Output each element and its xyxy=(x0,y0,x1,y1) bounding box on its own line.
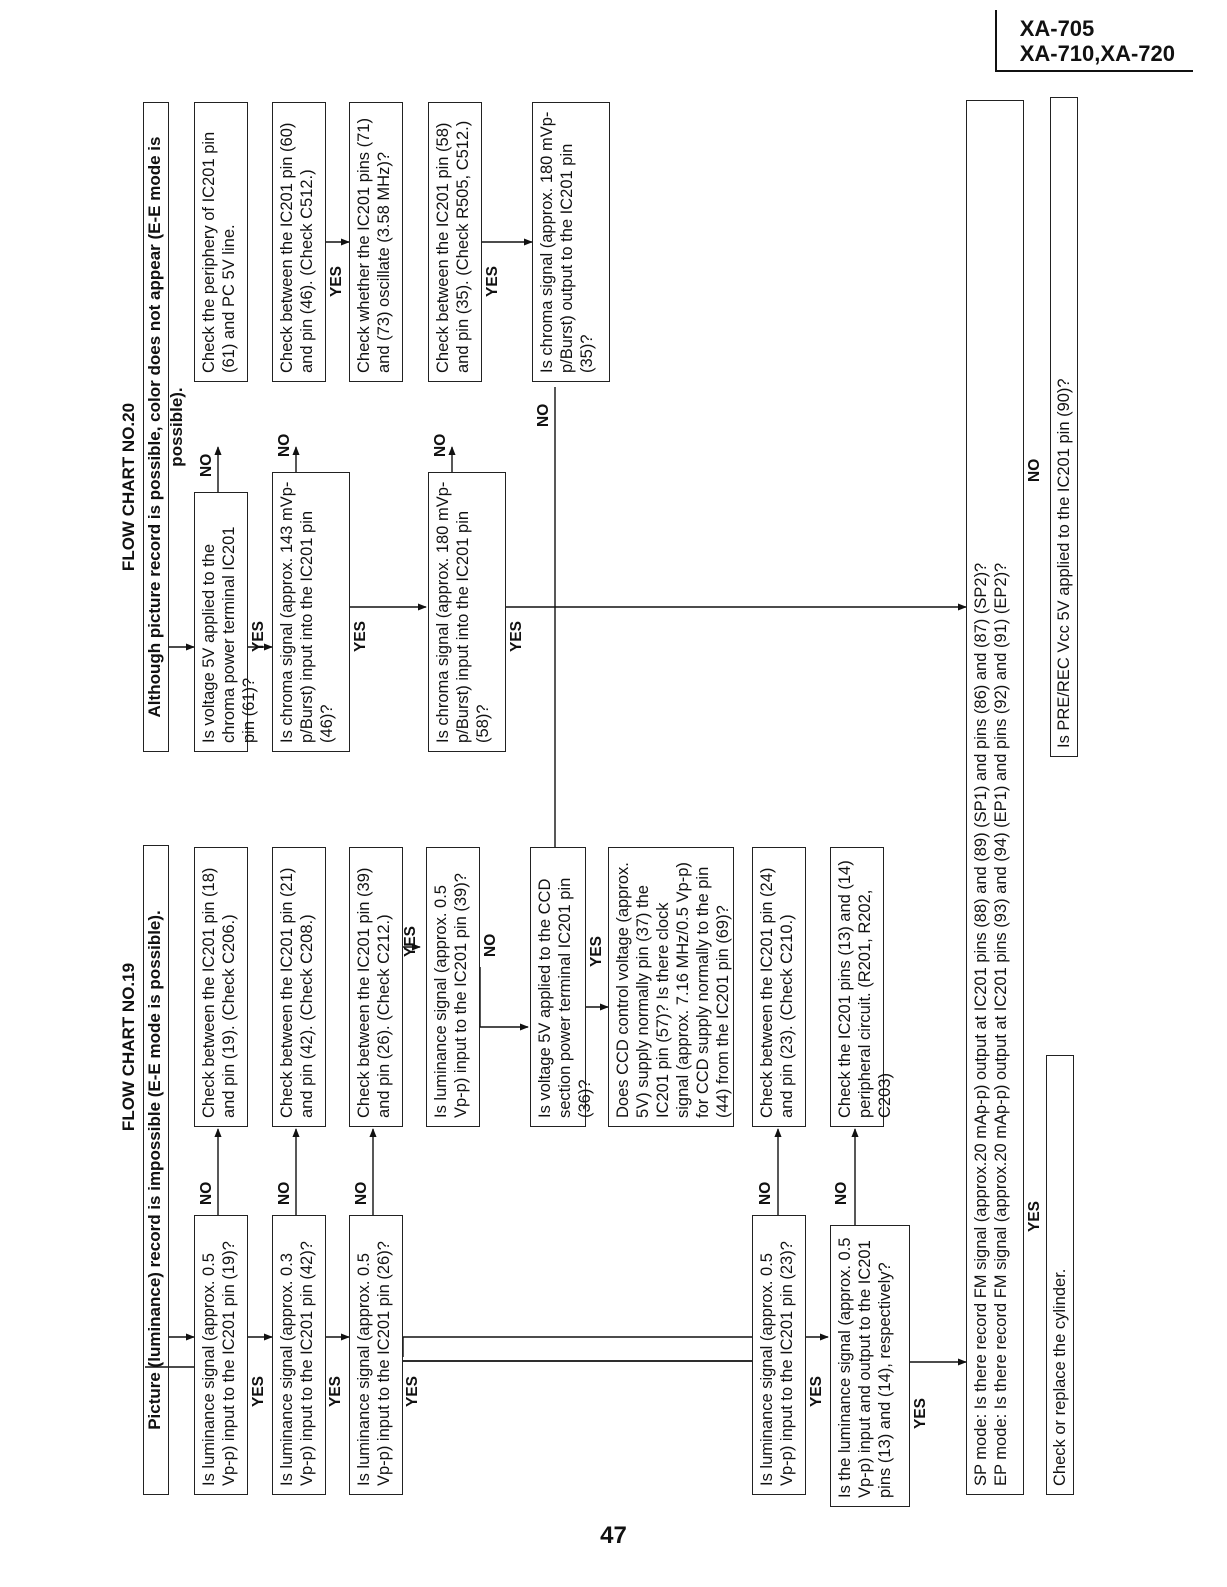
fc20-q3-no-label: NO xyxy=(432,433,449,457)
fc20-q2-yes-label: YES xyxy=(352,620,369,652)
pre-rec-vcc-question: Is PRE/REC Vcc 5V applied to the IC201 pin (90)? xyxy=(1050,97,1078,757)
fc20-q2: Is chroma signal (approx. 143 mVp-p/Burst) input into the IC201 pin (46)? xyxy=(272,472,350,752)
fc19-q1-yes-label: YES xyxy=(250,1375,267,1407)
page-number: 47 xyxy=(600,1522,627,1549)
common-no-label: NO xyxy=(1026,458,1043,482)
common-fm-signal-check xyxy=(966,100,1024,1495)
fc19-q7-yes-label: YES xyxy=(912,1397,929,1429)
fc19-q6-yes-label: YES xyxy=(808,1375,825,1407)
fc20-a3: Check between the IC201 pin (58) and pin (35). (Check R505, C512.) xyxy=(428,102,482,382)
fc20-q2-no-label: NO xyxy=(276,433,293,457)
fc19-q3-yes-label: YES xyxy=(404,1375,421,1407)
fc20-q3-yes-label: YES xyxy=(508,620,525,652)
fc19-q4-no-label: NO xyxy=(482,933,499,957)
fc20-a1: Check the periphery of IC201 pin (61) and PC 5V line. xyxy=(194,102,248,382)
fc20-a2: Check between the IC201 pin (60) and pin (46). (Check C512.) xyxy=(272,102,326,382)
fc19-title: FLOW CHART NO.19 xyxy=(119,962,138,1132)
fc19-q2: Is luminance signal (approx. 0.3 Vp-p) input to the IC201 pin (42)? xyxy=(272,1215,326,1495)
fc19-q3: Is luminance signal (approx. 0.5 Vp-p) input to the IC201 pin (26)? xyxy=(349,1215,403,1495)
fc19-q1-no-label: NO xyxy=(198,1181,215,1205)
fc20-q4-no-label: NO xyxy=(535,403,552,427)
fc20-q3: Is chroma signal (approx. 180 mVp-p/Burst) input into the IC201 pin (58)? xyxy=(428,472,506,752)
common-yes-label: YES xyxy=(1026,1200,1043,1232)
fc19-q2-yes-label: YES xyxy=(327,1375,344,1407)
fc19-q1: Is luminance signal (approx. 0.5 Vp-p) input to the IC201 pin (19)? xyxy=(194,1215,248,1495)
fc19-q4: Is luminance signal (approx. 0.5 Vp-p) input to the IC201 pin (39)? xyxy=(426,847,480,1127)
fc19-a7: Check the IC201 pins (13) and (14) peripheral circuit. (R201, R202, C203) xyxy=(830,847,884,1127)
fc19-q5-yes-label: YES xyxy=(588,935,605,967)
fc20-a2b: Check whether the IC201 pins (71) and (73) oscillate (3.58 MHz)? xyxy=(349,102,403,382)
fc19-a3: Check between the IC201 pin (39) and pin (26). (Check C212.) xyxy=(349,847,403,1127)
fc19-a2: Check between the IC201 pin (21) and pin (42). (Check C208.) xyxy=(272,847,326,1127)
fc20-q1-yes-label: YES xyxy=(250,620,267,652)
fc19-q7-no-label: NO xyxy=(833,1181,850,1205)
fc20-q4: Is chroma signal (approx. 180 mVp-p/Burst) output to the IC201 pin (35)? xyxy=(532,102,610,382)
fc19-q5: Is voltage 5V applied to the CCD section power terminal IC201 pin (36)? xyxy=(530,847,586,1127)
model-line-1: XA-705 xyxy=(1019,16,1095,41)
fc20-a3-yes-label: YES xyxy=(484,265,501,297)
fc19-q7: Is the luminance signal (approx. 0.5 Vp-p) input and output to the IC201 pins (13) and (14), respectively? xyxy=(830,1225,910,1507)
fc20-q1-no-label: NO xyxy=(198,453,215,477)
model-line-2: XA-710,XA-720 xyxy=(1019,41,1175,66)
check-replace-cylinder: Check or replace the cylinder. xyxy=(1046,1055,1074,1495)
fc19-condition: Picture (luminance) record is impossible (E-E mode is possible). xyxy=(143,845,169,1495)
fc19-q2-no-label: NO xyxy=(276,1181,293,1205)
fc19-q3-no-label: NO xyxy=(353,1181,370,1205)
fc19-a3-yes-label: YES xyxy=(402,925,419,957)
fc20-a2-yes-label: YES xyxy=(328,265,345,297)
sp-mode-question: SP mode: Is there record FM signal (approx.20 mAp-p) output at IC201 pins (88) and (89) (SP1) and pins (86) and (87) (SP2)? xyxy=(972,562,990,1486)
fc19-q6-no-label: NO xyxy=(757,1181,774,1205)
fc19-a1: Check between the IC201 pin (18) and pin (19). (Check C206.) xyxy=(194,847,248,1127)
ep-mode-question: EP mode: Is there record FM signal (approx.20 mAp-p) output at IC201 pins (93) and (94) (EP1) and pins (92) and (91) (EP2)? xyxy=(992,562,1010,1486)
fc19-a5: Does CCD control voltage (approx. 5V) supply normally pin (37) the IC201 pin (57)? Is there clock signal (approx. 7.16 MHz/0.5 Vp-p) for CCD supply normally to the pin (44) from the IC201 pin (69)? xyxy=(608,847,734,1127)
fc19-q6: Is luminance signal (approx. 0.5 Vp-p) input to the IC201 pin (23)? xyxy=(752,1215,806,1495)
fc20-condition: Although picture record is possible, color does not appear (E-E mode is possible). xyxy=(143,102,169,752)
fc20-title: FLOW CHART NO.20 xyxy=(119,402,138,572)
fc20-q1: Is voltage 5V applied to the chroma power terminal IC201 pin (61)? xyxy=(194,492,248,752)
fc19-a6: Check between the IC201 pin (24) and pin (23). (Check C210.) xyxy=(752,847,806,1127)
